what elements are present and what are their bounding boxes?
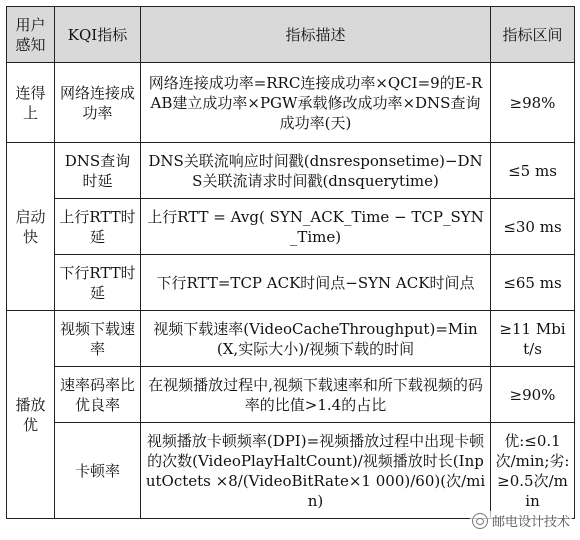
table-row <box>7 143 575 199</box>
table-row <box>7 255 575 311</box>
kqi-cell: 上行RTT时延 <box>55 199 141 255</box>
range-cell: ≤30 ms <box>491 199 575 255</box>
header-kqi: KQI指标 <box>55 7 141 63</box>
perception-cell: 播放优 <box>7 311 55 519</box>
kqi-cell: 卡顿率 <box>55 423 141 519</box>
header-range: 指标区间 <box>491 7 575 63</box>
perception-cell: 启动快 <box>7 143 55 311</box>
description-cell: 下行RTT=TCP ACK时间点−SYN ACK时间点 <box>141 255 491 311</box>
wechat-icon <box>472 513 488 529</box>
range-cell: ≥90% <box>491 367 575 423</box>
table-row <box>7 423 575 519</box>
kqi-cell: 下行RTT时延 <box>55 255 141 311</box>
watermark-text: 邮电设计技术 <box>491 515 570 530</box>
description-cell: 上行RTT = Avg( SYN_ACK_Time − TCP_SYN_Time) <box>141 199 491 255</box>
description-cell: 网络连接成功率=RRC连接成功率×QCI=9的E-RAB建立成功率×PGW承载修改成功率×DNS查询成功率(天) <box>141 63 491 143</box>
table-row <box>7 199 575 255</box>
range-cell: ≤65 ms <box>491 255 575 311</box>
description-cell: 视频下载速率(VideoCacheThroughput)=Min(X,实际大小)/视频下载的时间 <box>141 311 491 367</box>
description-cell: 视频播放卡顿频率(DPI)=视频播放过程中出现卡顿的次数(VideoPlayHaltCount)/视频播放时长(InputOctets ×8/(VideoBitRate×1 000)/60)(次/min) <box>141 423 491 519</box>
kqi-cell: 网络连接成功率 <box>55 63 141 143</box>
description-cell: DNS关联流响应时间戳(dnsresponsetime)−DNS关联流请求时间戳(dnsquerytime) <box>141 143 491 199</box>
range-cell: ≤5 ms <box>491 143 575 199</box>
perception-cell: 连得上 <box>7 63 55 143</box>
header-description: 指标描述 <box>141 7 491 63</box>
kqi-cell: 视频下载速率 <box>55 311 141 367</box>
table-row <box>7 63 575 143</box>
kqi-cell: 速率码率比优良率 <box>55 367 141 423</box>
kqi-cell: DNS查询时延 <box>55 143 141 199</box>
table-row <box>7 311 575 367</box>
watermark <box>470 511 572 530</box>
kqi-table <box>6 6 575 519</box>
table-row <box>7 367 575 423</box>
kqi-table-container <box>6 6 575 519</box>
range-cell: 优:≤0.1次/min;劣:≥0.5次/min <box>491 423 575 519</box>
header-perception: 用户感知 <box>7 7 55 63</box>
description-cell: 在视频播放过程中,视频下载速率和所下载视频的码率的比值>1.4的占比 <box>141 367 491 423</box>
range-cell: ≥11 Mbit/s <box>491 311 575 367</box>
table-header-row <box>7 7 575 63</box>
range-cell: ≥98% <box>491 63 575 143</box>
